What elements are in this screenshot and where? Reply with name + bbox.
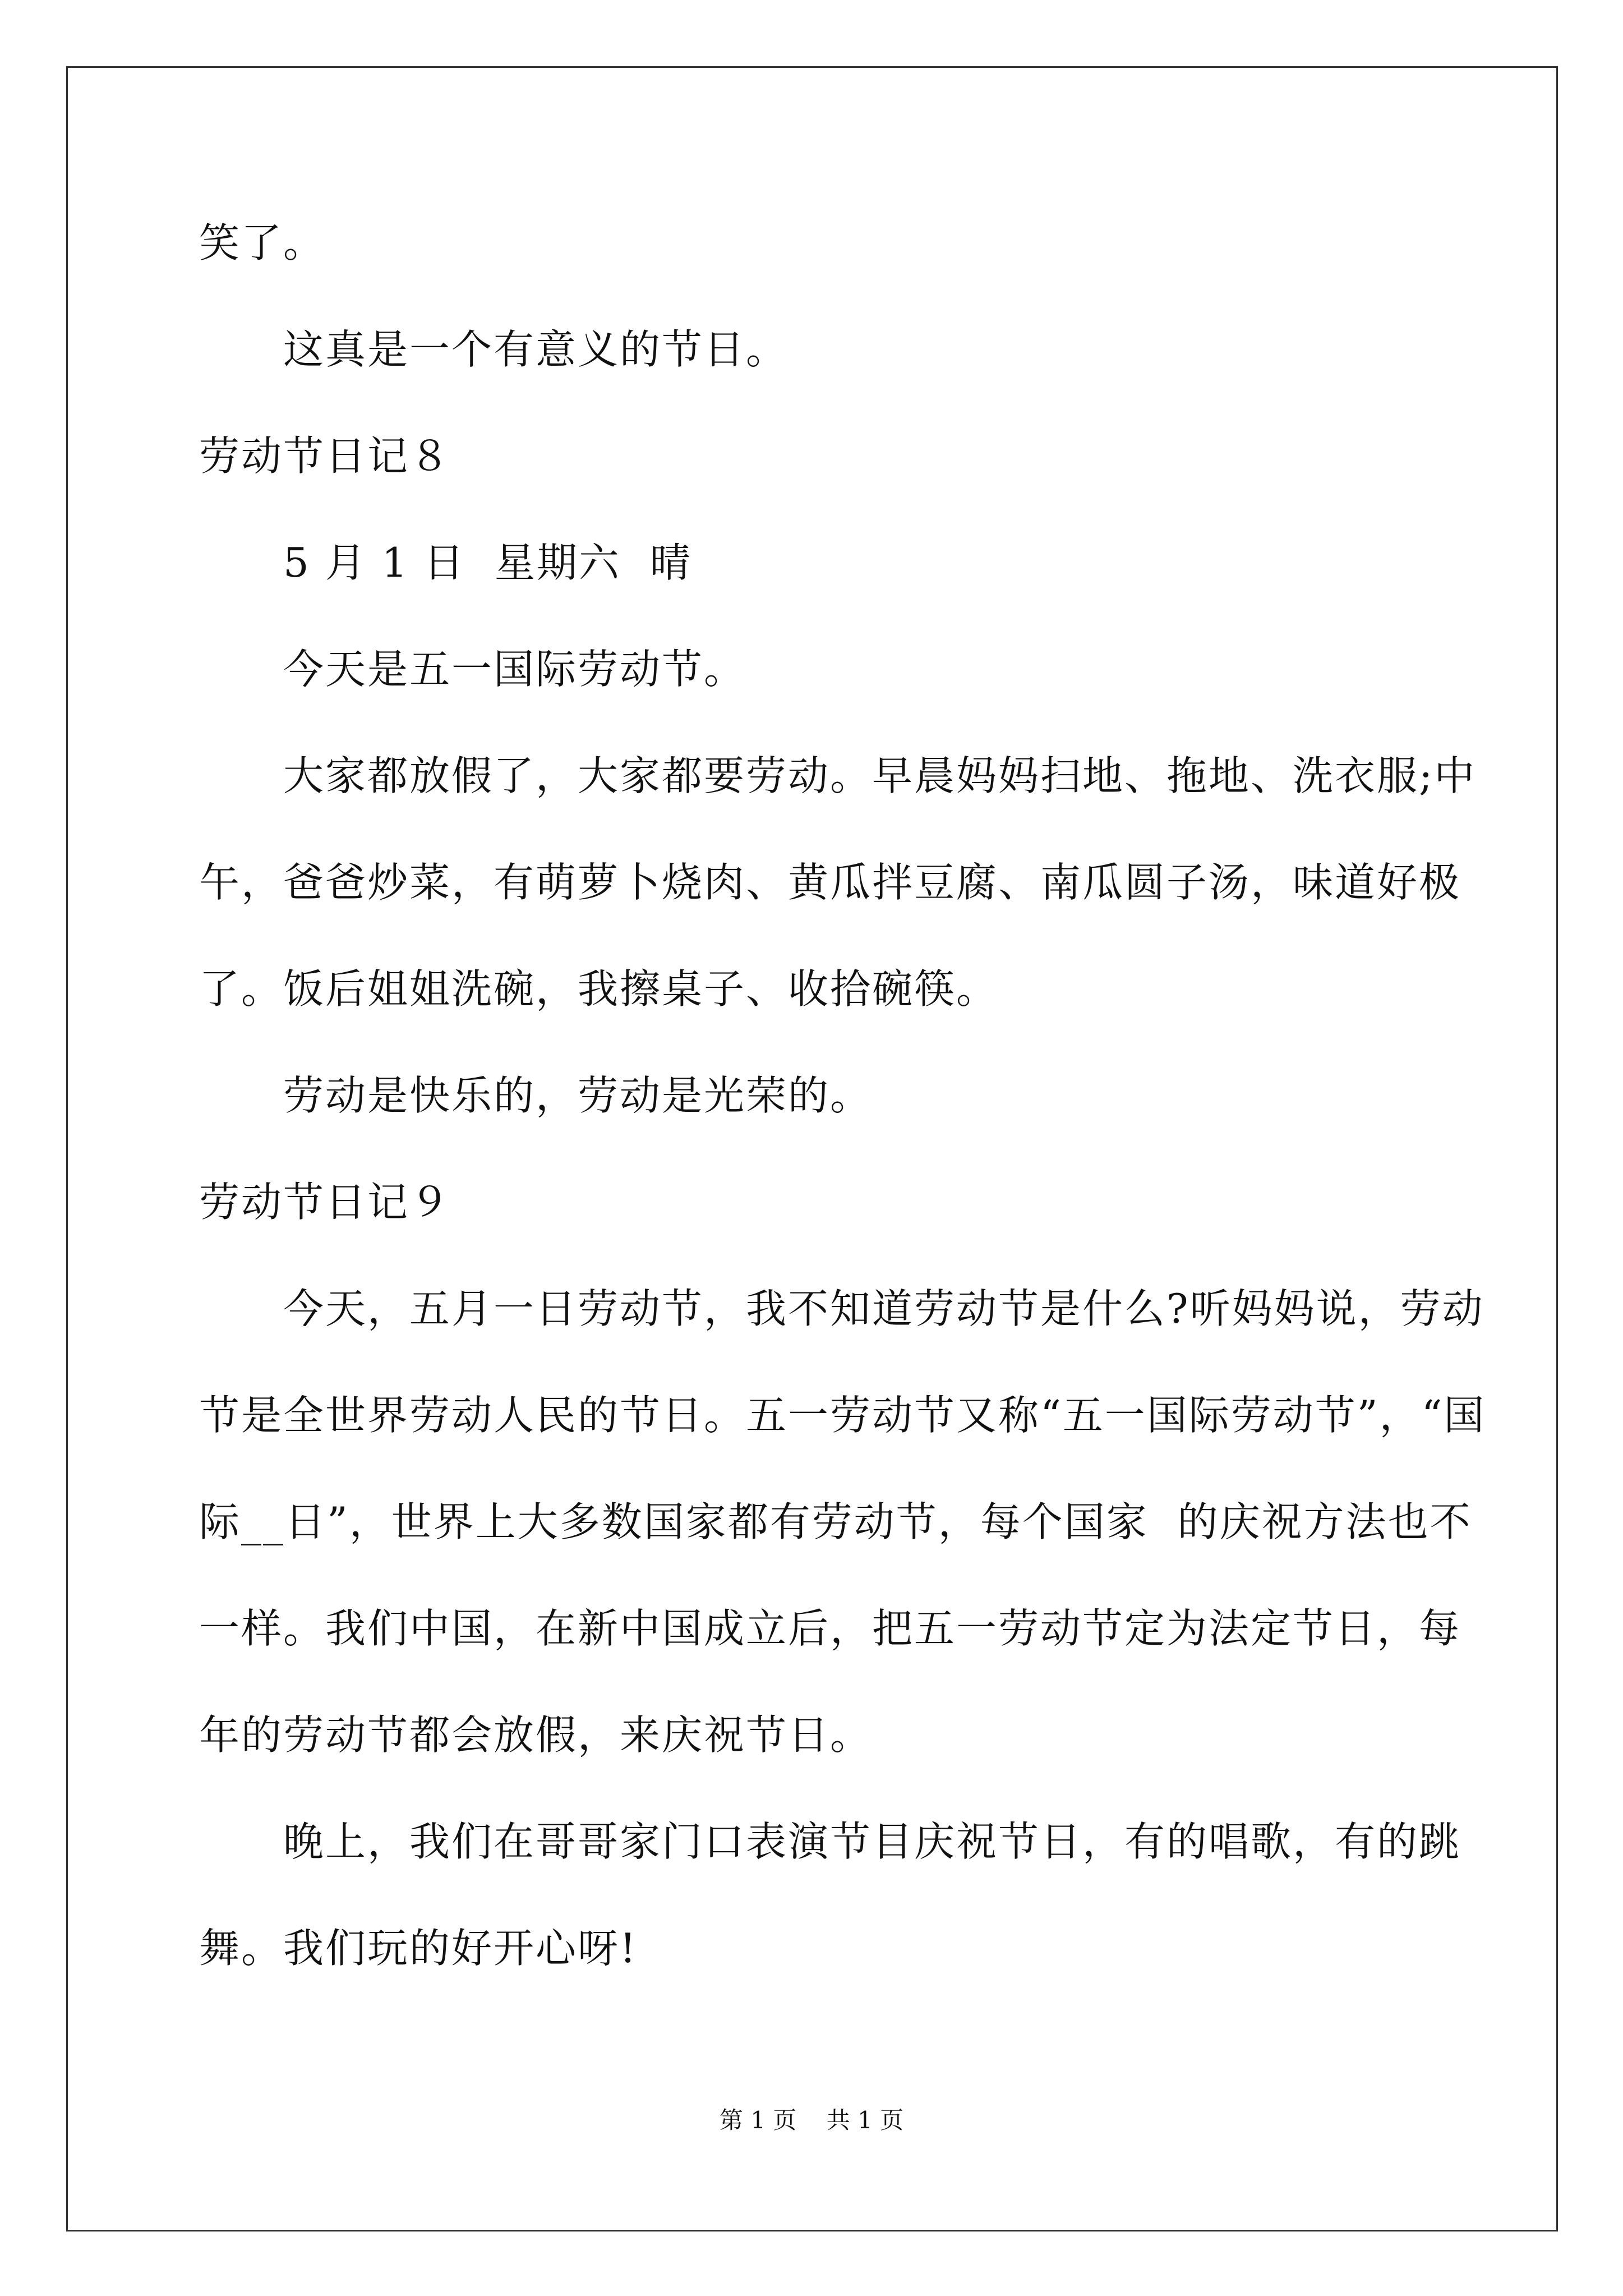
text-line: 晚上，我们在哥哥家门口表演节目庆祝节日，有的唱歌，有的跳 (283, 1818, 1461, 1865)
text-line: 劳动是快乐的，劳动是光荣的。 (283, 1072, 873, 1119)
diary-date: 5 月 1 日 星期六 晴 (283, 539, 692, 586)
text-line: 际__日”，世界上大多数国家都有劳动节，每个国家 的庆祝方法也不 (199, 1498, 1472, 1545)
text-line: 今天，五月一日劳动节，我不知道劳动节是什么?听妈妈说，劳动 (283, 1285, 1484, 1332)
text-line: 舞。我们玩的好开心呀! (199, 1925, 638, 1972)
section-heading: 劳动节日记８ (199, 432, 452, 480)
text-line: 大家都放假了，大家都要劳动。早晨妈妈扫地、拖地、洗衣服;中 (283, 752, 1477, 799)
text-line: 了。饭后姐姐洗碗，我擦桌子、收拾碗筷。 (199, 965, 999, 1013)
text-line: 节是全世界劳动人民的节日。五一劳动节又称“五一国际劳动节”，“国 (199, 1392, 1486, 1439)
page-footer: 第 1 页 共 1 页 (719, 2106, 904, 2134)
document-body (199, 216, 1486, 1975)
text-line: 笑了。 (199, 219, 326, 266)
text-line: 一样。我们中国，在新中国成立后，把五一劳动节定为法定节日，每 (199, 1605, 1461, 1652)
text-line: 年的劳动节都会放假，来庆祝节日。 (199, 1711, 873, 1759)
text-line: 今天是五一国际劳动节。 (283, 646, 746, 693)
text-line: 这真是一个有意义的节日。 (283, 326, 789, 373)
text-line: 午，爸爸炒菜，有萌萝卜烧肉、黄瓜拌豆腐、南瓜圆子汤，味道好极 (199, 859, 1461, 906)
section-heading: 劳动节日记９ (199, 1179, 452, 1226)
